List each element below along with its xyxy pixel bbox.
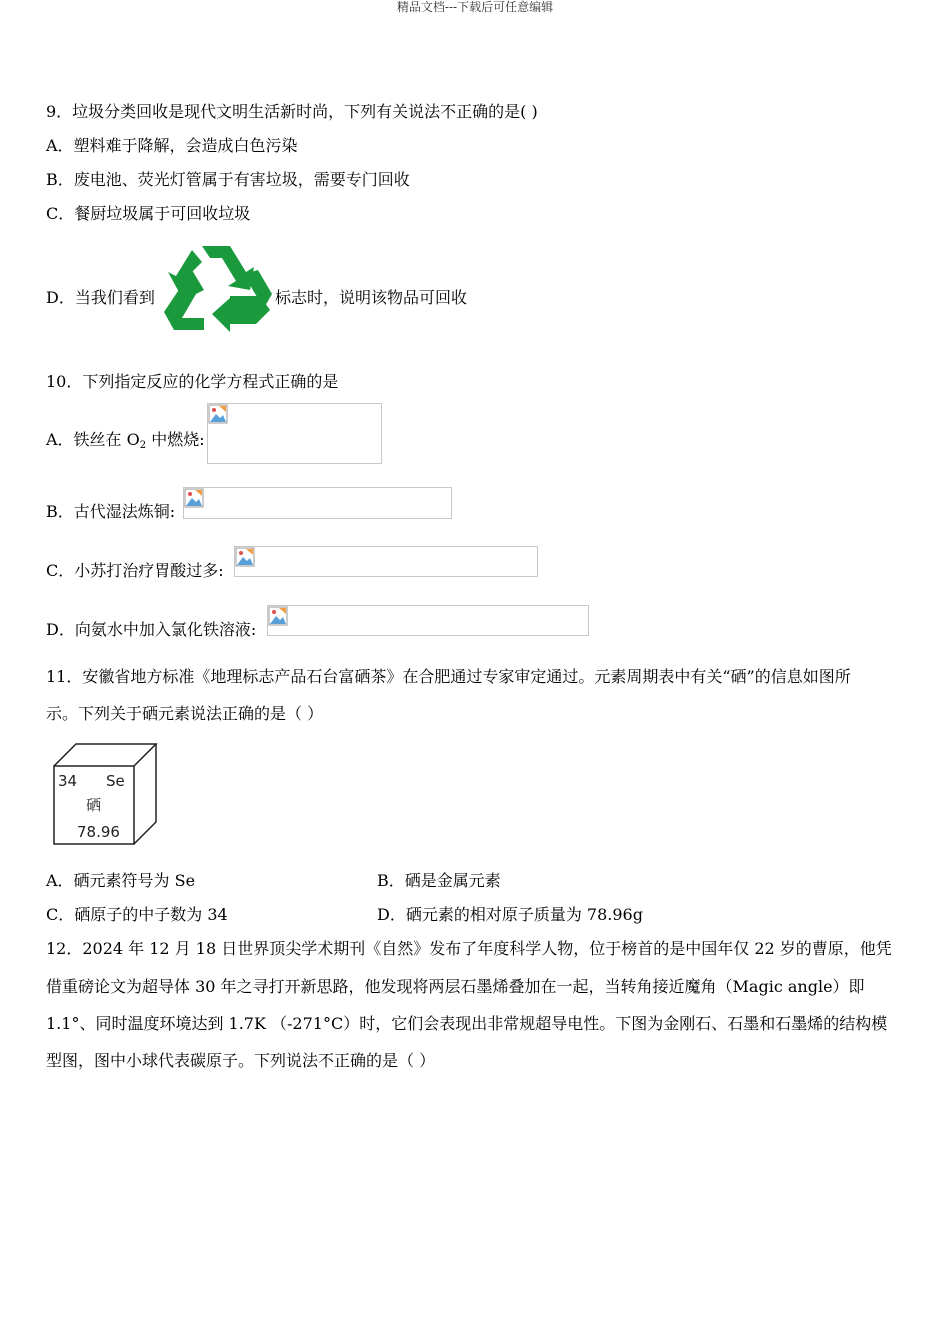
broken-image-icon: [268, 606, 288, 626]
q11-option-a: A．硒元素符号为 Se: [46, 871, 196, 890]
equation-image-a: [207, 403, 382, 464]
q10-option-d: D．向氨水中加入氯化铁溶液:: [46, 620, 257, 639]
element-symbol: Se: [106, 772, 125, 790]
q10-option-a-sub: 2: [139, 440, 147, 451]
element-number: 34: [58, 772, 78, 790]
element-tile-selenium: [50, 740, 162, 848]
element-name: 硒: [86, 796, 102, 814]
equation-image-c: [234, 546, 538, 577]
q10-option-a-pre: A．铁丝在 O: [46, 430, 140, 449]
q10-option-a: [46, 430, 205, 456]
q10-stem: 10．下列指定反应的化学方程式正确的是: [46, 372, 339, 391]
broken-image-icon: [208, 404, 228, 424]
page-header: 精品文档---下载后可任意编辑: [396, 0, 554, 14]
q11-option-b: B．硒是金属元素: [377, 871, 501, 890]
q9-option-c: C．餐厨垃圾属于可回收垃圾: [46, 204, 251, 223]
q11-option-c: C．硒原子的中子数为 34: [46, 905, 228, 924]
q12-line3: 1.1°、同时温度环境达到 1.7K （-271°C）时，它们会表现出非常规超导电性。下图为金刚石、石墨和石墨烯的结构模: [46, 1014, 888, 1033]
recycle-symbol-icon: [160, 240, 276, 336]
q9-option-d-before: D．当我们看到: [46, 288, 155, 307]
broken-image-icon: [184, 488, 204, 508]
equation-image-d: [267, 605, 589, 636]
broken-image-icon: [235, 547, 255, 567]
q11-stem-line1: 11．安徽省地方标准《地理标志产品石台富硒茶》在合肥通过专家审定通过。元素周期表中有关“硒”的信息如图所: [46, 667, 851, 686]
q10-option-b: B．古代湿法炼铜:: [46, 502, 176, 521]
q12-line1: 12．2024 年 12 月 18 日世界顶尖学术期刊《自然》发布了年度科学人物，位于榜首的是中国年仅 22 岁的曹原，他凭: [46, 939, 892, 958]
element-mass: 78.96: [77, 823, 120, 841]
q10-option-a-post: 中燃烧:: [146, 430, 205, 449]
q10-option-c: C．小苏打治疗胃酸过多:: [46, 561, 224, 580]
q9-option-a: A．塑料难于降解，会造成白色污染: [46, 136, 298, 155]
q11-stem-line2: 示。下列关于硒元素说法正确的是（ ）: [46, 704, 324, 723]
q11-option-d: D．硒元素的相对原子质量为 78.96g: [377, 905, 643, 924]
q9-option-b: B．废电池、荧光灯管属于有害垃圾，需要专门回收: [46, 170, 410, 189]
q9-option-d-after: 标志时，说明该物品可回收: [275, 288, 468, 307]
q9-stem: 9．垃圾分类回收是现代文明生活新时尚，下列有关说法不正确的是( ): [46, 102, 538, 121]
q12-line4: 型图，图中小球代表碳原子。下列说法不正确的是（ ）: [46, 1051, 436, 1070]
q12-line2: 借重磅论文为超导体 30 年之寻打开新思路，他发现将两层石墨烯叠加在一起，当转角接近魔角（Magic angle）即: [46, 977, 865, 996]
equation-image-b: [183, 487, 452, 519]
